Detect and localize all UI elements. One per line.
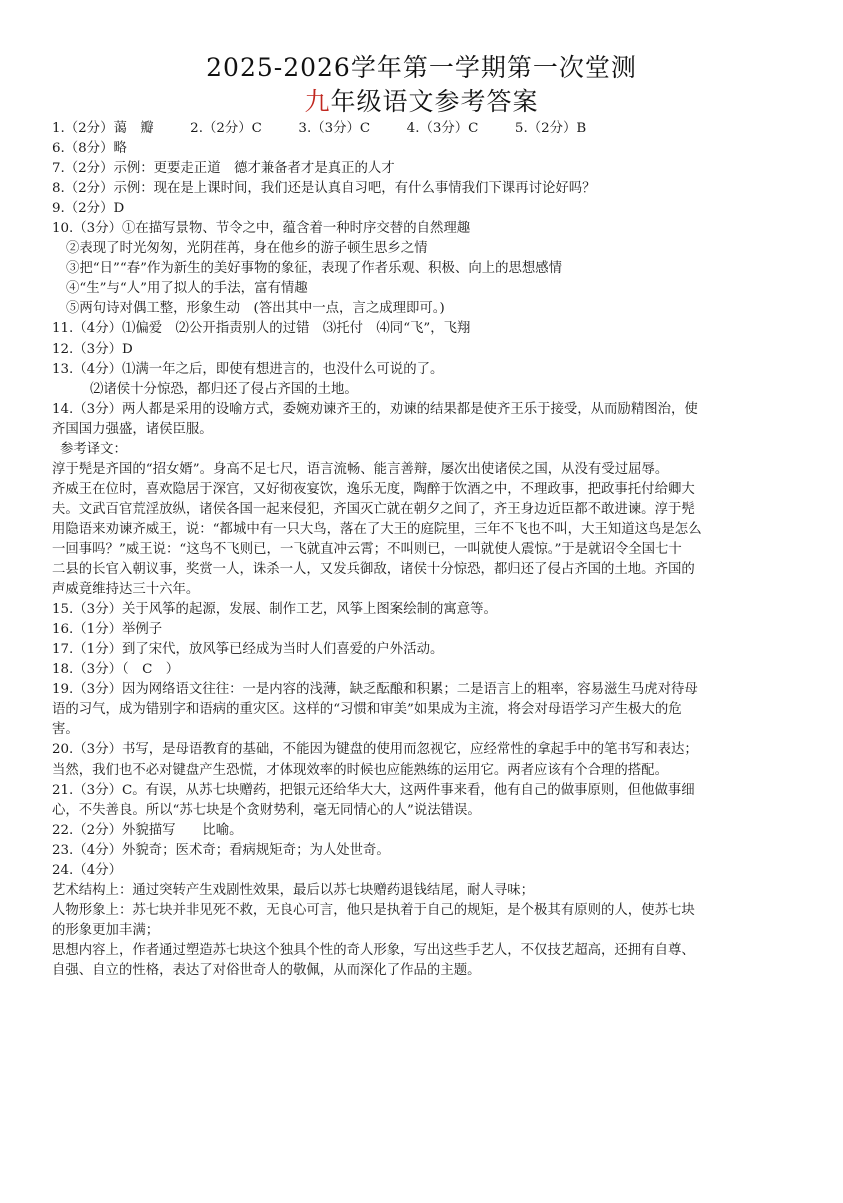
answer-line-q1-5 [52,119,798,139]
answer-q9: 9.（2分）D [52,201,125,217]
answer-q6: 6.（8分）略 [52,141,127,157]
answer-q10-line: ⑤两句诗对偶工整，形象生动 (答出其中一点，言之成理即可。) [66,301,445,317]
answer-q8: 8.（2分）示例：现在是上课时间，我们还是认真自习吧，有什么事情我们下课再讨论好吗？ [52,181,596,197]
answer-q19-line: 19.（3分）因为网络语文往往：一是内容的浅薄，缺乏酝酿和积累；二是语言上的粗率，容易滋生马虎对待母 [52,682,698,698]
answer-q20-line: 20.（3分）书写，是母语教育的基础，不能因为键盘的使用而忽视它，应经常性的拿起手中的笔书写和表达； [52,742,698,758]
answer-q20-line: 当然，我们也不必对键盘产生恐慌，才体现效率的时候也应能熟练的运用它。两者应该有个合理的搭配。 [52,762,668,778]
translation-line: 夫。文武百官荒淫放纵，诸侯各国一起来侵犯，齐国灭亡就在朝夕之间了，齐王身边近臣都不敢进谏。淳于髡 [52,501,695,517]
answer-q1: 1.（2分）蔼 瓣 [52,121,154,136]
answer-q24-line: 思想内容上，作者通过塑造苏七块这个独具个性的奇人形象，写出这些手艺人，不仅技艺超高，还拥有自尊、 [52,942,695,958]
answer-q13-line: ⑵诸侯十分惊恐，都归还了侵占齐国的土地。 [90,381,358,397]
page-subtitle [0,86,843,118]
answer-q15: 15.（3分）关于风筝的起源，发展、制作工艺，风筝上图案绘制的寓意等。 [52,602,497,618]
answer-q19-line: 语的习气，成为错别字和语病的重灾区。这样的“习惯和审美”如果成为主流，将会对母语学习产生极大的危 [52,702,682,718]
answer-q5: 5.（2分）B [514,121,587,136]
answer-q24-line: 艺术结构上：通过突转产生戏剧性效果，最后以苏七块赠药退钱结尾，耐人寻味； [52,882,535,898]
translation-heading: 参考译文： [60,441,127,457]
answer-q23: 23.（4分）外貌奇；医术奇；看病规矩奇；为人处世奇。 [52,842,390,858]
answer-q21-line: 心，不失善良。所以“苏七块是个贪财势利，毫无同情心的人”说法错误。 [52,802,481,818]
answer-q17: 17.（1分）到了宋代，放风筝已经成为当时人们喜爱的户外活动。 [52,642,444,658]
subtitle-text: 年级语文参考答案 [330,87,539,116]
subtitle-grade-char: 九 [304,87,331,116]
translation-line: 齐威王在位时，喜欢隐居于深宫，又好彻夜宴饮，逸乐无度，陶醉于饮酒之中，不理政事，把政事托付给卿大 [52,481,695,497]
translation-line: 用隐语来劝谏齐威王，说：“都城中有一只大鸟，落在了大王的庭院里，三年不飞也不叫，大王知道这鸟是怎么 [52,521,702,537]
answer-q10-line: ③把“日”“春”作为新生的美好事物的象征，表现了作者乐观、积极、向上的思想感情 [66,261,563,277]
answer-q19-line: 害。 [52,722,79,738]
page-title: 2025-2026学年第一学期第一次堂测 [206,53,637,82]
answer-q24-line: 24.（4分） [52,862,122,878]
answer-list [52,119,798,981]
answer-q7: 7.（2分）示例：更要走正道 德才兼备者才是真正的人才 [52,161,395,177]
answer-q10-line: ②表现了时光匆匆，光阴荏苒，身在他乡的游子顿生思乡之情 [66,241,428,257]
answer-q18: 18.（3分）（ C ） [52,662,180,678]
answer-q24-line: 人物形象上：苏七块并非见死不救，无良心可言，他只是执着于自己的规矩，是个极其有原则的人，使苏七块 [52,902,695,918]
answer-q10-line: ④“生”与“人”用了拟人的手法，富有情趣 [66,281,308,297]
translation-line: 二县的长官入朝议事，奖赏一人，诛杀一人，又发兵御敌，诸侯十分惊恐，都归还了侵占齐国的土地。齐国的 [52,562,695,578]
answer-q21-line: 21.（3分）C。有误，从苏七块赠药，把银元还给华大大，这两件事来看，他有自己的做事原则，但他做事细 [52,782,695,798]
answer-q14-line: 14.（3分）两人都是采用的设喻方式，委婉劝谏齐王的，劝谏的结果都是使齐王乐于接受，从而励精图治，使 [52,401,698,417]
answer-q12: 12.（3分）D [52,341,133,357]
answer-q22: 22.（2分）外貌描写 比喻。 [52,822,243,838]
answer-q11: 11.（4分）⑴偏爱 ⑵公开指责别人的过错 ⑶托付 ⑷同“飞”，飞翔 [52,321,471,337]
answer-q24-line: 的形象更加丰满； [52,922,160,938]
answer-q10-line: 10.（3分）①在描写景物、节令之中，蕴含着一种时序交替的自然理趣 [52,221,471,237]
answer-q4: 4.（3分）C [406,121,479,136]
answer-q13-line: 13.（4分）⑴满一年之后，即使有想进言的，也没什么可说的了。 [52,361,444,377]
answer-q2: 2.（2分）C [190,121,262,136]
answer-q16: 16.（1分）举例子 [52,622,163,638]
translation-line: 一回事吗？”威王说：“这鸟不飞则已，一飞就直冲云霄；不叫则已，一叫就使人震惊。”于是就诏令全国七十 [52,541,682,557]
translation-line: 声威竟维持达三十六年。 [52,582,200,598]
answer-q14-line: 齐国国力强盛，诸侯臣服。 [52,421,213,437]
answer-q24-line: 自强、自立的性格，表达了对俗世奇人的敬佩，从而深化了作品的主题。 [52,962,481,978]
translation-line: 淳于髡是齐国的“招女婿”。身高不足七尺，语言流畅、能言善辩，屡次出使诸侯之国，从没有受过屈辱。 [52,461,669,477]
answer-q3: 3.（3分）C [298,121,371,136]
